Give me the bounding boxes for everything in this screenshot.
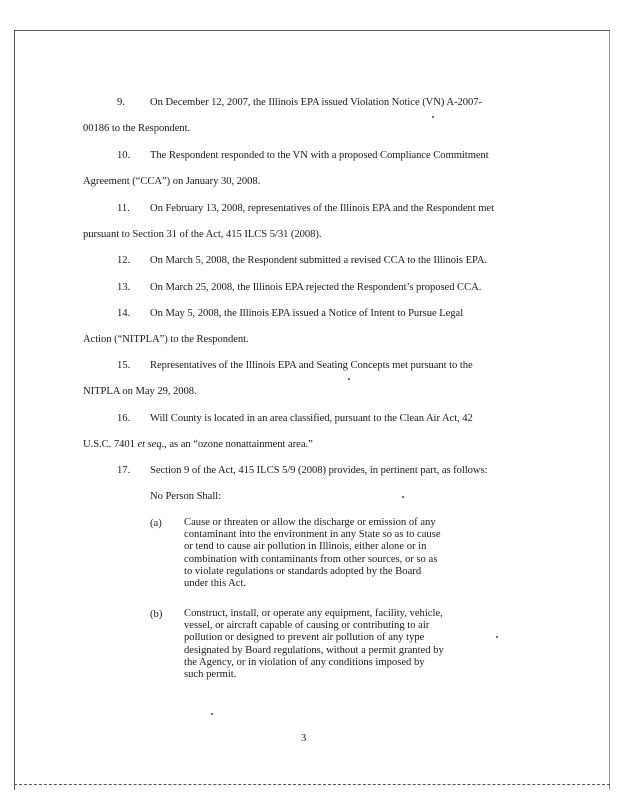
scan-speck bbox=[432, 116, 434, 118]
paragraph-text: On December 12, 2007, the Illinois EPA issued Violation Notice (VN) A-2007- bbox=[150, 97, 482, 108]
paragraph-number: 17. bbox=[117, 465, 131, 476]
scan-edge-left bbox=[14, 30, 15, 790]
paragraph-text: pursuant to Section 31 of the Act, 415 ILCS 5/31 (2008). bbox=[83, 229, 322, 240]
citation-italic: et seq. bbox=[137, 439, 165, 450]
paragraph-number: 9. bbox=[117, 97, 125, 108]
paragraph-number: 16. bbox=[117, 413, 131, 424]
paragraph-text: Will County is located in an area classified, pursuant to the Clean Air Act, 42 bbox=[150, 413, 473, 424]
subsection-text: Cause or threaten or allow the discharge or emission of any contaminant into the environment in any State so as to cause or tend to cause air pollution in Illinois, either alone or in combination with contaminants from other sources, or so as to violate regulations or standards adopted by the Board under this Act. bbox=[184, 517, 441, 590]
paragraph-text bbox=[83, 438, 313, 451]
paragraph-text: On March 25, 2008, the Illinois EPA rejected the Respondent’s proposed CCA. bbox=[150, 282, 482, 293]
paragraph-text: Representatives of the Illinois EPA and Seating Concepts met pursuant to the bbox=[150, 360, 473, 371]
paragraph-number: 13. bbox=[117, 282, 131, 293]
scan-edge-right bbox=[609, 30, 610, 790]
scan-speck bbox=[402, 496, 404, 498]
paragraph-text: The Respondent responded to the VN with a proposed Compliance Commitment bbox=[150, 150, 489, 161]
scan-speck bbox=[211, 713, 213, 715]
quote-intro: No Person Shall: bbox=[150, 491, 222, 502]
paragraph-text: On May 5, 2008, the Illinois EPA issued a Notice of Intent to Pursue Legal bbox=[150, 308, 464, 319]
page-number: 3 bbox=[301, 733, 307, 744]
paragraph-text: NITPLA on May 29, 2008. bbox=[83, 386, 197, 397]
subsection-label: (b) bbox=[150, 609, 163, 620]
paragraph-number: 10. bbox=[117, 150, 131, 161]
paragraph-number: 15. bbox=[117, 360, 131, 371]
paragraph-text: Agreement (“CCA”) on January 30, 2008. bbox=[83, 176, 261, 187]
paragraph-text: 00186 to the Respondent. bbox=[83, 123, 191, 134]
paragraph-text: Action (“NITPLA”) to the Respondent. bbox=[83, 334, 249, 345]
paragraph-text: Section 9 of the Act, 415 ILCS 5/9 (2008) provides, in pertinent part, as follows: bbox=[150, 465, 488, 476]
citation-text: U.S.C. 7401 bbox=[83, 439, 138, 450]
paragraph-text: On February 13, 2008, representatives of the Illinois EPA and the Respondent met bbox=[150, 203, 494, 214]
paragraph-number: 12. bbox=[117, 255, 131, 266]
paragraph-number: 11. bbox=[117, 203, 130, 214]
scan-edge-bottom bbox=[14, 784, 610, 785]
subsection-text: Construct, install, or operate any equipment, facility, vehicle, vessel, or aircraft capable of causing or contributing to air pollution or designed to prevent air pollution of any type designated by Board regulations, without a permit granted by the Agency, or in violation of any conditions imposed by such permit. bbox=[184, 608, 444, 681]
paragraph-number: 14. bbox=[117, 308, 131, 319]
citation-text-end: , as an “ozone nonattainment area.” bbox=[164, 439, 313, 450]
subsection-label: (a) bbox=[150, 518, 162, 529]
scan-speck bbox=[348, 378, 350, 380]
paragraph-text: On March 5, 2008, the Respondent submitted a revised CCA to the Illinois EPA. bbox=[150, 255, 488, 266]
scan-speck bbox=[496, 636, 498, 638]
scan-edge-top bbox=[14, 30, 610, 31]
